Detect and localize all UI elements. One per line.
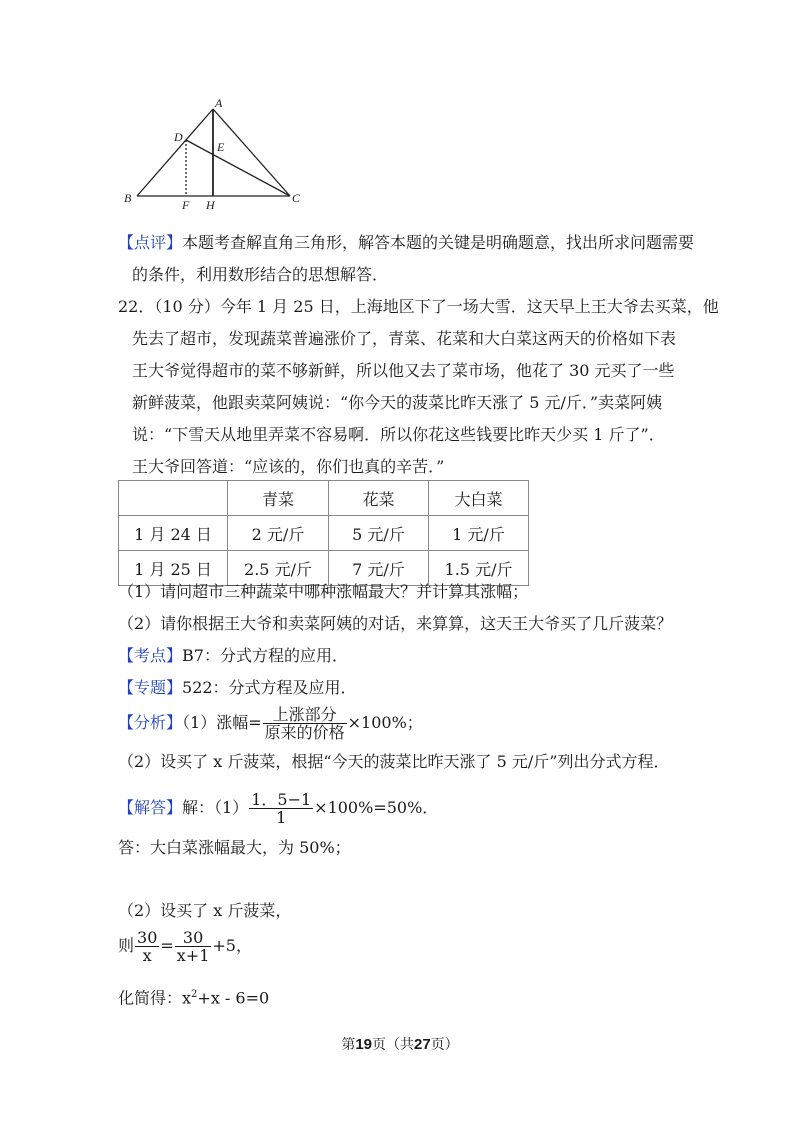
table-cell: 5 元/斤	[329, 516, 429, 551]
zhuanti-text: 522：分式方程及应用．	[182, 678, 357, 697]
fenxi-fraction: $\frac{\text{上涨部分}}{\text{原来的价格}}$	[264, 705, 345, 742]
current-page: 19	[355, 1036, 372, 1053]
answer-1: 答：大白菜涨幅最大，为 50%；	[118, 838, 351, 857]
table-cell: 1 元/斤	[429, 516, 529, 551]
side-ac	[213, 109, 290, 196]
comment-line-1	[118, 233, 694, 253]
table-header-cell: 花菜	[329, 481, 429, 516]
table-row	[119, 516, 529, 551]
jieda-fraction: $\frac{1.5-1}{1}$	[251, 790, 312, 827]
table-header-cell	[119, 481, 228, 516]
label-e: E	[217, 140, 225, 154]
problem-line-1: 22．（10 分）今年 1 月 25 日，上海地区下了一场大雪．这天早上王大爷去买菜，他	[118, 297, 719, 316]
segment-dc	[186, 140, 290, 196]
triangle-figure	[118, 95, 308, 215]
kaodian-tag: 【考点】	[118, 646, 183, 665]
label-f: F	[182, 198, 190, 212]
table-cell: 1 月 25 日	[119, 551, 228, 586]
problem-line-4: 新鲜菠菜，他跟卖菜阿姨说：“你今天的菠菜比昨天涨了 5 元/斤．”卖菜阿姨	[132, 393, 663, 412]
jieda-line-1: 【解答】解：（1） $\frac{1.5-1}{1}$ ×100%=50%．	[118, 790, 439, 827]
table-row	[119, 551, 529, 586]
fenxi-line-2: （2）设买了 x 斤菠菜，根据“今天的菠菜比昨天涨了 5 元/斤”列出分式方程．	[118, 752, 670, 771]
jieda-part-2: （2）设买了 x 斤菠菜，	[118, 901, 292, 920]
equation-fraction-left: $\frac{30}{x}$	[137, 928, 158, 965]
table-cell: 7 元/斤	[329, 551, 429, 586]
fenxi-tag: 【分析】	[118, 713, 183, 732]
table-cell: 2.5 元/斤	[228, 551, 329, 586]
comment-text-1: 本题考查解直角三角形，解答本题的关键是明确题意，找出所求问题需要	[182, 233, 695, 252]
zhuanti-line	[118, 678, 357, 698]
table-header-cell: 青菜	[228, 481, 329, 516]
question-1: （1）请问超市三种蔬菜中哪种涨幅最大？并计算其涨幅；	[118, 582, 529, 601]
comment-tag: 【点评】	[118, 233, 183, 252]
jieda-tag: 【解答】	[118, 798, 183, 817]
label-a: A	[215, 96, 223, 110]
problem-line-2: 先去了超市，发现蔬菜普遍涨价了，青菜、花菜和大白菜这两天的价格如下表	[132, 329, 677, 348]
label-c: C	[292, 191, 301, 205]
total-pages: 27	[414, 1036, 431, 1053]
table-header-row	[119, 481, 529, 516]
problem-number: 22．	[118, 297, 155, 316]
simplify-line: 化简得：$x^2+x$ ‑ 6=0	[118, 988, 270, 1008]
table-header-cell: 大白菜	[429, 481, 529, 516]
comment-line-2: 的条件，利用数形结合的思想解答．	[132, 265, 389, 284]
page-footer: 第19页（共27页）	[341, 1036, 459, 1053]
zhuanti-tag: 【专题】	[118, 678, 183, 697]
kaodian-line	[118, 646, 348, 666]
table-cell: 1 月 24 日	[119, 516, 228, 551]
problem-line-5: 说：“下雪天从地里弄菜不容易啊．所以你花这些钱要比昨天少买 1 斤了”．	[132, 425, 665, 444]
problem-line-3: 王大爷觉得超市的菜不够新鲜，所以他又去了菜市场，他花了 30 元买了一些	[132, 361, 675, 380]
table-cell: 2 元/斤	[228, 516, 329, 551]
equation-fraction-right: $\frac{30}{x+1}$	[176, 928, 210, 965]
kaodian-text: B7：分式方程的应用．	[182, 646, 348, 665]
label-d: D	[174, 130, 183, 144]
side-ab	[137, 109, 213, 196]
price-table	[118, 480, 529, 586]
label-h: H	[206, 198, 215, 212]
equation-line: 则 $\frac{30}{x}$ = $\frac{30}{x+1}$ +5，	[118, 928, 252, 965]
fenxi-line-1: 【分析】（1）涨幅= $\frac{\text{上涨部分}}{\text{原来的价格}}$ ×100%；	[118, 705, 423, 742]
problem-score: （10 分）	[154, 297, 220, 316]
question-2: （2）请你根据王大爷和卖菜阿姨的对话，来算算，这天王大爷买了几斤菠菜？	[118, 614, 673, 633]
table-cell: 1.5 元/斤	[429, 551, 529, 586]
label-b: B	[124, 191, 132, 205]
problem-line-6: 王大爷回答道：“应该的，你们也真的辛苦．”	[132, 457, 445, 476]
